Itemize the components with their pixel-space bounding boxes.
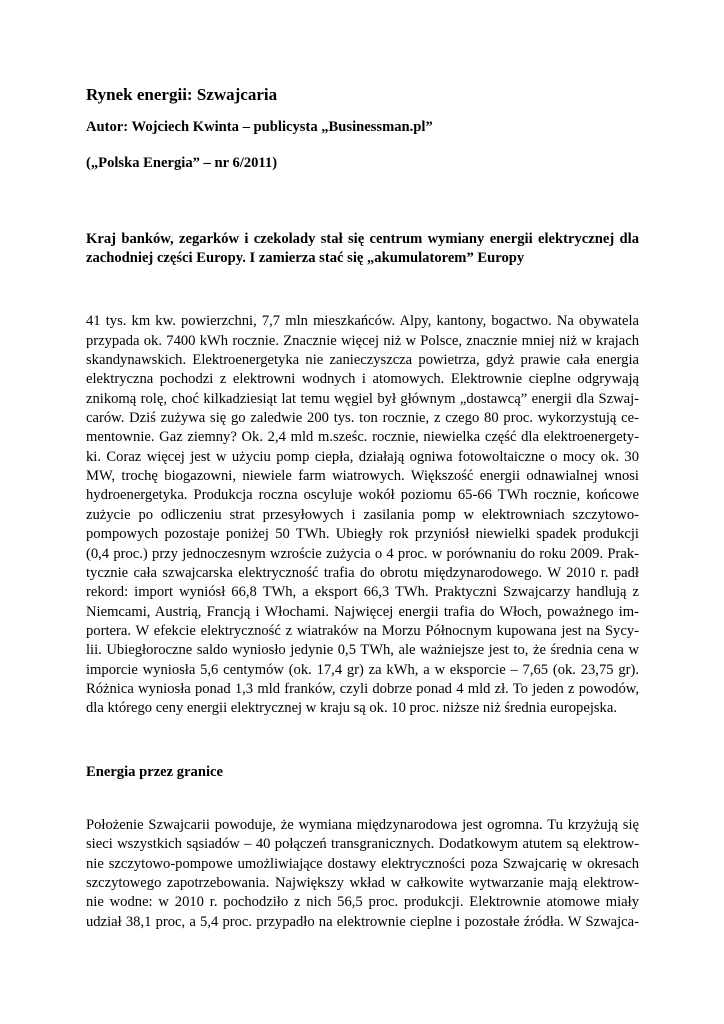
article-lead (86, 230, 639, 269)
text-line: zużycie po odliczeniu strat przesyłowych i zasilania pomp w elektrowniach szczytowo- (86, 506, 639, 523)
text-line: sieci wszystkich sąsiadów – 40 połączeń transgranicznych. Dodatkowym atutem są elektrow- (86, 836, 639, 853)
text-line: hydroenergetyka. Produkcja roczna oscyluje wokół poziomu 65-66 TWh rocznie, końcowe (86, 487, 639, 504)
text-line: skandynawskich. Elektroenergetyka nie zanieczyszcza powietrza, gdyż prawie cała energia (86, 352, 639, 369)
text-line: 41 tys. km kw. powierzchni, 7,7 mln mieszkańców. Alpy, kantony, bogactwo. Na obywatela (86, 313, 639, 330)
text-line: nie wodne: w 2010 r. pochodziło z nich 56,5 proc. produkcji. Elektrownie atomowe miały (86, 894, 639, 911)
article-paragraph-2 (86, 816, 639, 932)
text-line: przypada ok. 7400 kWh rocznie. Znacznie więcej niż w Polsce, znacznie mniej niż w krajach (86, 332, 639, 349)
text-line: mentownie. Gaz ziemny? Ok. 2,4 mld m.sześc. rocznie, niewielka część dla elektroenergety- (86, 429, 639, 446)
text-line: carów. Dziś zużywa się go zaledwie 200 tys. ton rocznie, z czego 80 proc. wykorzystują ce- (86, 410, 639, 427)
text-line: ki. Coraz więcej jest w użyciu pomp ciepła, działają ogniwa fotowoltaiczne o mocy ok. 30 (86, 448, 639, 465)
text-line: Różnica wyniosła ponad 1,3 mld franków, czyli dobrze ponad 4 mld zł. To jeden z powodów, (86, 680, 639, 697)
section-heading: Energia przez granice (86, 763, 223, 780)
text-line: rekord: import wyniósł 66,8 TWh, a eksport 66,3 TWh. Praktyczni Szwajcarzy handlują z (86, 584, 639, 601)
text-line: znikomą rolę, choć kilkadziesiąt lat temu węgiel był głównym „dostawcą” energii dla Szwaj- (86, 390, 639, 407)
text-line: udział 38,1 proc, a 5,4 proc. przypadło na elektrownie cieplne i pozostałe źródła. W Szwajca- (86, 913, 639, 930)
text-line: Położenie Szwajcarii powoduje, że wymiana międzynarodowa jest ogromna. Tu krzyżują się (86, 816, 639, 833)
article-source: („Polska Energia” – nr 6/2011) (86, 155, 278, 172)
text-line: (0,4 proc.) przy jednoczesnym wzroście zużycia o 4 proc. w porównaniu do roku 2009. Prak- (86, 545, 639, 562)
text-line: dla którego ceny energii elektrycznej w kraju są ok. 10 proc. niższe niż średnia europejska. (86, 700, 617, 717)
text-line: imporcie wyniosła 5,6 centymów (ok. 17,4 gr) za kWh, a w eksporcie – 7,65 (ok. 23,75 gr). (86, 661, 639, 678)
text-line: portera. W efekcie elektryczność z wiatraków na Morzu Północnym kupowana jest na Sycy- (86, 622, 639, 639)
text-line: Niemcami, Austrią, Francją i Włochami. Najwięcej energii trafia do Włoch, poważnego im- (86, 603, 639, 620)
text-line: MW, trochę biogazowni, niewiele farm wiatrowych. Większość energii odnawialnej wnosi (86, 468, 639, 485)
article-paragraph-1 (86, 312, 639, 718)
article-title: Rynek energii: Szwajcaria (86, 85, 278, 104)
text-line: tycznie cała szwajcarska elektryczność trafia do obrotu międzynarodowego. W 2010 r. padł (86, 564, 639, 581)
article (86, 0, 639, 932)
text-line: zachodniej części Europy. I zamierza stać się „akumulatorem” Europy (86, 250, 525, 267)
article-byline: Autor: Wojciech Kwinta – publicysta „Businessman.pl” (86, 119, 433, 135)
text-line: elektryczna pochodzi z elektrowni wodnych i atomowych. Elektrownie cieplne odgrywają (86, 371, 639, 388)
text-line: nie szczytowo-pompowe umożliwiające dostawy elektryczności poza Szwajcarię w okresach (86, 855, 639, 872)
text-line: szczytowego zapotrzebowania. Największy wkład w całkowite wytwarzanie mają elektrow- (86, 874, 639, 891)
text-line: Kraj banków, zegarków i czekolady stał się centrum wymiany energii elektrycznej dla (86, 230, 639, 247)
text-line: pompowych pozostaje poniżej 50 TWh. Ubiegły rok przyniósł niewielki spadek produkcji (86, 526, 639, 543)
text-line: lii. Ubiegłoroczne saldo wyniosło jedynie 0,5 TWh, ale ważniejsze jest to, że średnia cena w (86, 642, 639, 659)
